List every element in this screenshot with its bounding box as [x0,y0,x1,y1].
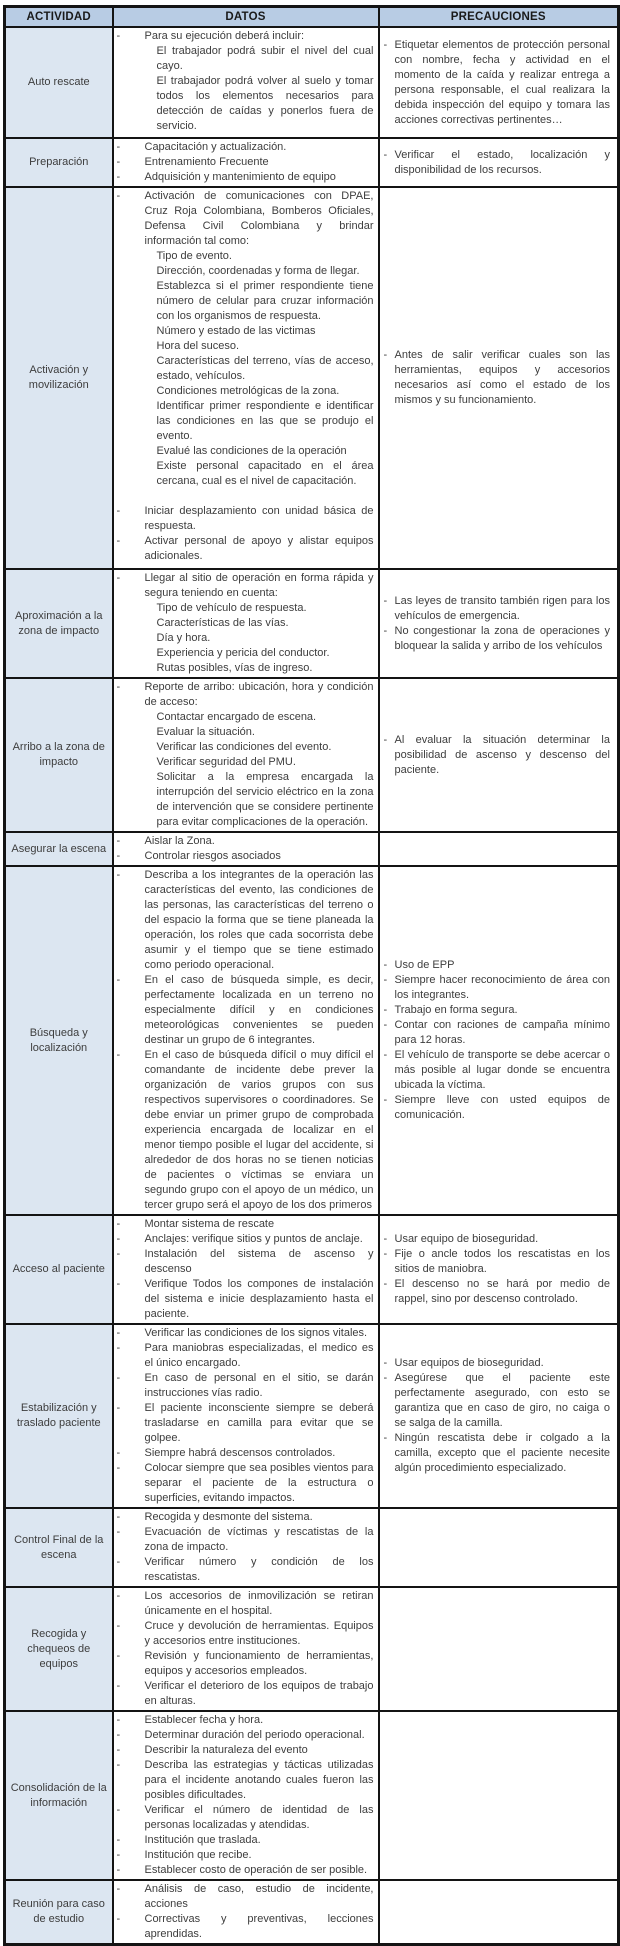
datos-item [114,1713,376,1728]
bullet-dash-icon: - [116,171,121,183]
bullet-dash-icon: - [116,1462,121,1474]
datos-item [380,1431,615,1476]
item-text: Verificar las condiciones del evento. [156,741,332,753]
table-row [5,678,619,832]
item-text: El descenso no se hará por medio de rappel, sino por descenso controlado. [394,1278,610,1305]
activity-label: Reunión para caso de estudio [12,1898,105,1925]
table-row [5,1711,619,1880]
bullet-dash-icon: - [116,1883,121,1895]
datos-item [114,1326,376,1341]
table-row [5,1324,619,1508]
datos-item [114,1341,376,1371]
datos-item [114,504,376,534]
item-text: Reporte de arribo: ubicación, hora y condición de acceso: [144,681,374,708]
datos-cell [113,1324,379,1508]
bullet-dash-icon: - [116,535,121,547]
datos-cell [113,1508,379,1587]
item-text: Institución que recibe. [144,1849,252,1861]
datos-item [114,1217,376,1232]
item-text: Verifique Todos los compones de instalación del sistema e inicie desplazamiento hasta el paciente. [144,1278,374,1320]
table-row [5,569,619,678]
datos-item [114,534,376,564]
item-text: Siempre hacer reconocimiento de área con los integrantes. [394,974,610,1001]
item-text: Verificar el deterioro de los equipos de trabajo en alturas. [144,1680,374,1707]
item-text: Establecer fecha y hora. [144,1714,264,1726]
datos-item [114,973,376,1048]
bullet-dash-icon: - [116,1049,121,1061]
item-text: No congestionar la zona de operaciones y bloquear la salida y arribo de los vehículos [394,624,610,652]
activity-label: Control Final de la escena [14,1533,104,1561]
bullet-dash-icon: - [383,1372,388,1384]
item-text: En el caso de búsqueda difícil o muy difícil el comandante de incidente debe prever la organización de varios grupos con sus respectivos supervisores o coordinadores. Se debe enviar un primer grupo de comprobada experiencia encargada de localizar en el menor tiempo posible el lugar del accidente, si alrededor de dos horas no se tienen noticias de pacientes o víctimas se enviara un segundo grupo con el apoyo de un médico, un tercer grupo será el apoyo de los dos primeros [144,1049,374,1211]
item-text: Adquisición y mantenimiento de equipo [144,171,336,183]
item-text: Anclajes: verifique sitios y puntos de anclaje. [144,1233,363,1245]
bullet-dash-icon: - [116,505,121,517]
datos-item [380,348,615,408]
datos-item [114,755,376,770]
item-text: Las leyes de transito también rigen para los vehículos de emergencia. [394,594,610,622]
datos-item [380,1048,615,1093]
datos-item [380,973,615,1003]
item-text: Los accesorios de inmovilización se retiran únicamente en el hospital. [144,1590,374,1617]
item-text: Establecer costo de operación de ser posible. [144,1864,368,1876]
datos-item [114,1803,376,1833]
item-text: Cruce y devolución de herramientas. Equipos y accesorios entre instituciones. [144,1620,374,1647]
activity-cell [5,1324,113,1508]
item-text: Siempre lleve con usted equipos de comunicación. [394,1094,610,1121]
datos-item [114,868,376,973]
bullet-dash-icon: - [116,1372,121,1384]
bullet-dash-icon: - [383,1248,388,1260]
datos-item [380,733,615,778]
paragraph-spacer [114,489,376,504]
item-text: Solicitar a la empresa encargada la interrupción del servicio eléctrico en la zona de intervención que se considere pertinente para evitar complicaciones de la operación. [156,771,374,828]
datos-item [114,1728,376,1743]
bullet-dash-icon: - [116,1342,121,1354]
datos-item [114,1882,376,1912]
table-row [5,1587,619,1711]
item-text: Para su ejecución deberá incluir: [144,30,305,42]
bullet-dash-icon: - [116,141,121,153]
bullet-dash-icon: - [116,1590,121,1602]
datos-item [114,1232,376,1247]
item-text: Condiciones metrológicas de la zona. [156,385,340,397]
bullet-dash-icon: - [383,1233,388,1245]
precauciones-cell [379,678,619,832]
bullet-dash-icon: - [383,1357,388,1369]
item-text: Montar sistema de rescate [144,1218,275,1230]
datos-item [114,384,376,399]
datos-item [114,740,376,755]
activity-label: Arribo a la zona de impacto [12,741,105,768]
item-text: Controlar riesgos asociados [144,850,281,862]
datos-item [114,324,376,339]
bullet-dash-icon: - [116,1729,121,1741]
datos-cell [113,1711,379,1880]
bullet-dash-icon: - [116,1804,121,1816]
item-text: Dirección, coordenadas y forma de llegar. [156,265,360,277]
datos-item [114,725,376,740]
datos-item [380,148,615,178]
table-row [5,1508,619,1587]
bullet-dash-icon: - [116,835,121,847]
table-row [5,832,619,866]
item-text: Colocar siempre que sea posibles vientos para separar el paciente de la estructura o superficies, evitando impactos. [144,1462,374,1504]
datos-item [114,1649,376,1679]
item-text: El vehículo de transporte se debe acercar o más posible al lugar donde se encuentra ubicada la víctima. [394,1049,610,1091]
bullet-dash-icon: - [383,974,388,986]
bullet-dash-icon: - [116,1233,121,1245]
bullet-dash-icon: - [116,190,121,202]
item-text: Evaluar la situación. [156,726,255,738]
precauciones-cell [379,1508,619,1587]
item-text: Describir la naturaleza del evento [144,1744,308,1756]
bullet-dash-icon: - [116,974,121,986]
datos-item [114,631,376,646]
item-text: Ningún rescatista debe ir colgado a la camilla, excepto que el paciente necesite algún procedimiento especializado. [394,1432,610,1474]
precauciones-cell [379,866,619,1215]
datos-cell [113,866,379,1215]
item-text: Características de las vías. [156,617,289,629]
bullet-dash-icon: - [383,1094,388,1106]
item-text: Describa a los integrantes de la operación las características del evento, las condiciones de las personas, las características del terreno o del espacio la forma que se tiene planeada la operación, los roles que cada socorrista debe asumir y el tiempo que se tiene estimado como periodo operacional. [144,869,374,971]
datos-item [114,1371,376,1401]
item-text: Tipo de evento. [156,250,232,262]
item-text: Determinar duración del periodo operacional. [144,1729,365,1741]
item-text: Uso de EPP [394,959,455,971]
item-text: Para maniobras especializadas, el medico es el único encargado. [144,1342,374,1369]
datos-item [114,1833,376,1848]
item-text: El trabajador podrá subir el nivel del cual cayo. [156,45,374,72]
precauciones-cell [379,138,619,187]
item-text: Activación de comunicaciones con DPAE, Cruz Roja Colombiana, Bomberos Oficiales, Defensa Civil Colombiana y brindar información tal como: [144,190,374,247]
datos-item [380,38,615,128]
datos-item [114,1277,376,1322]
datos-item [114,264,376,279]
bullet-dash-icon: - [116,1402,121,1414]
bullet-dash-icon: - [116,1864,121,1876]
datos-item [380,958,615,973]
datos-item [114,170,376,185]
bullet-dash-icon: - [383,148,388,161]
item-text: Verificar número y condición de los rescatistas. [144,1556,374,1583]
bullet-dash-icon: - [116,1650,121,1662]
activity-label: Auto rescate [27,76,90,88]
item-text: Evalué las condiciones de la operación [156,445,347,457]
item-text: Evacuación de víctimas y rescatistas de la zona de impacto. [144,1526,374,1553]
bullet-dash-icon: - [116,572,121,584]
bullet-dash-icon: - [383,594,388,607]
header-precauciones: PRECAUCIONES [379,7,619,28]
datos-item [114,1247,376,1277]
activity-cell [5,678,113,832]
item-text: Etiquetar elementos de protección personal con nombre, fecha y actividad en el momento de la caída y realizar entrega a persona responsable, el cual realizara la debida inspección del equipo y tomara las acciones correctivas pertinentes… [394,38,610,126]
item-text: Iniciar desplazamiento con unidad básica de respuesta. [144,505,374,532]
item-text: Tipo de vehículo de respuesta. [156,602,307,614]
table-row [5,1880,619,1945]
bullet-dash-icon: - [383,38,388,51]
bullet-dash-icon: - [383,349,388,361]
bullet-dash-icon: - [116,681,121,693]
table-row [5,27,619,138]
datos-item [380,594,615,624]
datos-cell [113,138,379,187]
bullet-dash-icon: - [116,1834,121,1846]
datos-cell [113,1587,379,1711]
item-text: Activar personal de apoyo y alistar equipos adicionales. [144,535,374,562]
datos-item [114,571,376,601]
item-text: Experiencia y pericia del conductor. [156,647,330,659]
bullet-dash-icon: - [116,1248,121,1260]
item-text: Usar equipos de bioseguridad. [394,1357,544,1369]
datos-item [114,1912,376,1942]
item-text: Fije o ancle todos los rescatistas en los sitios de maniobra. [394,1248,610,1275]
precauciones-cell [379,1711,619,1880]
datos-item [114,1679,376,1709]
datos-item [380,1371,615,1431]
datos-cell [113,1215,379,1324]
datos-item [114,661,376,676]
procedure-table [3,5,620,1946]
activity-cell [5,832,113,866]
bullet-dash-icon: - [116,869,121,881]
datos-item [114,849,376,864]
precauciones-cell [379,1880,619,1945]
datos-cell [113,569,379,678]
datos-item [114,354,376,384]
item-text: Instalación del sistema de ascenso y descenso [144,1248,374,1275]
datos-item [114,1863,376,1878]
activity-label: Preparación [29,156,89,168]
activity-cell [5,27,113,138]
activity-cell [5,187,113,569]
activity-cell [5,1508,113,1587]
item-text: Existe personal capacitado en el área cercana, cual es el nivel de capacitación. [156,460,374,487]
datos-cell [113,1880,379,1945]
bullet-dash-icon: - [116,1913,121,1925]
bullet-dash-icon: - [116,1680,121,1692]
precauciones-cell [379,187,619,569]
datos-item [114,680,376,710]
precauciones-cell [379,1215,619,1324]
item-text: Llegar al sitio de operación en forma rápida y segura teniendo en cuenta: [144,572,374,599]
bullet-dash-icon: - [383,1019,388,1031]
item-text: Describa las estrategias y tácticas utilizadas para el incidente anotando cuales fueron las posibles dificultades. [144,1759,374,1801]
activity-label: Consolidación de la información [10,1781,107,1809]
datos-item [380,1003,615,1018]
item-text: En el caso de búsqueda simple, es decir, perfectamente localizada en un terreno no especialmente difícil y en condiciones meteorológicas convenientes se pueden destinar un grupo de 6 integrantes. [144,974,374,1046]
datos-item [380,1356,615,1371]
bullet-dash-icon: - [116,1556,121,1568]
bullet-dash-icon: - [116,1759,121,1771]
table-body [5,27,619,1945]
item-text: Número y estado de las victimas [156,325,316,337]
datos-item [380,624,615,654]
datos-item [114,1743,376,1758]
bullet-dash-icon: - [383,1004,388,1016]
item-text: En caso de personal en el sitio, se darán instrucciones vías radio. [144,1372,374,1399]
item-text: Aislar la Zona. [144,835,215,847]
activity-label: Estabilización y traslado paciente [16,1402,101,1429]
item-text: Establezca si el primer respondiente tiene número de celular para cruzar información con los organismos de respuesta. [156,280,374,322]
item-text: Antes de salir verificar cuales son las herramientas, equipos y accesorios necesarios así como el estado de los mismos y su funcionamiento. [394,349,610,406]
bullet-dash-icon: - [116,1620,121,1632]
datos-item [114,710,376,725]
datos-item [114,646,376,661]
datos-item [114,1758,376,1803]
item-text: Hora del suceso. [156,340,240,352]
datos-item [380,1018,615,1048]
activity-label: Recogida y chequeos de equipos [27,1627,91,1670]
bullet-dash-icon: - [116,1218,121,1230]
datos-item [114,1461,376,1506]
item-text: Día y hora. [156,632,211,644]
datos-item [114,155,376,170]
precauciones-cell [379,27,619,138]
item-text: Usar equipo de bioseguridad. [394,1233,539,1245]
datos-cell [113,678,379,832]
datos-item [114,459,376,489]
datos-item [114,44,376,74]
item-text: Capacitación y actualización. [144,141,287,153]
datos-cell [113,27,379,138]
bullet-dash-icon: - [116,1744,121,1756]
item-text: Al evaluar la situación determinar la posibilidad de ascenso y descenso del paciente. [394,733,610,776]
activity-cell [5,1587,113,1711]
item-text: El trabajador podrá volver al suelo y tomar todos los elementos necesarios para detección de caídas y ponerlos fuera de servicio. [156,75,374,132]
activity-cell [5,138,113,187]
bullet-dash-icon: - [116,30,121,42]
item-text: Siempre habrá descensos controlados. [144,1447,336,1459]
datos-item [114,1446,376,1461]
datos-item [114,1401,376,1446]
bullet-dash-icon: - [116,1447,121,1459]
bullet-dash-icon: - [383,1432,388,1444]
header-row [5,7,619,28]
datos-item [114,1589,376,1619]
precauciones-cell [379,1587,619,1711]
bullet-dash-icon: - [383,624,388,637]
datos-item [114,834,376,849]
activity-cell [5,1711,113,1880]
item-text: Contactar encargado de escena. [156,711,317,723]
datos-item [380,1232,615,1247]
activity-cell [5,1880,113,1945]
datos-item [114,1848,376,1863]
item-text: Verificar el estado, localización y disponibilidad de los recursos. [394,148,610,176]
datos-item [114,339,376,354]
datos-item [114,74,376,134]
item-text: Entrenamiento Frecuente [144,156,269,168]
datos-item [114,1525,376,1555]
bullet-dash-icon: - [116,1849,121,1861]
precauciones-cell [379,569,619,678]
datos-item [114,1555,376,1585]
bullet-dash-icon: - [116,850,121,862]
item-text: Asegúrese que el paciente este perfectamente asegurado, con esto se garantiza que en caso de giro, no caiga o se salga de la camilla. [394,1372,610,1429]
bullet-dash-icon: - [116,1278,121,1290]
activity-label: Acceso al paciente [12,1263,105,1275]
item-text: Recogida y desmonte del sistema. [144,1511,313,1523]
datos-item [380,1093,615,1123]
header-datos: DATOS [113,7,379,28]
datos-item [114,189,376,249]
datos-cell [113,187,379,569]
datos-item [114,279,376,324]
bullet-dash-icon: - [116,1327,121,1339]
item-text: Institución que traslada. [144,1834,261,1846]
activity-label: Activación y movilización [28,364,89,391]
datos-item [114,601,376,616]
datos-item [114,770,376,830]
datos-item [114,29,376,44]
bullet-dash-icon: - [383,1278,388,1290]
bullet-dash-icon: - [383,959,388,971]
datos-item [114,444,376,459]
item-text: Verificar las condiciones de los signos vitales. [144,1327,368,1339]
precauciones-cell [379,832,619,866]
bullet-dash-icon: - [116,156,121,168]
item-text: El paciente inconsciente siempre se deberá trasladarse en camilla para evitar que se golpee. [144,1402,374,1444]
datos-item [114,1510,376,1525]
datos-item [114,1048,376,1213]
item-text: Análisis de caso, estudio de incidente, acciones [144,1883,374,1910]
item-text: Verificar seguridad del PMU. [156,756,296,768]
datos-item [114,140,376,155]
table-row [5,138,619,187]
datos-item [114,616,376,631]
activity-label: Búsqueda y localización [29,1026,88,1054]
datos-cell [113,832,379,866]
datos-item [114,249,376,264]
datos-item [380,1277,615,1307]
item-text: Características del terreno, vías de acceso, estado, vehículos. [156,355,374,382]
item-text: Identificar primer respondiente e identificar las condiciones en las que se produjo el evento. [156,400,374,442]
activity-label: Asegurar la escena [11,842,107,855]
item-text: Correctivas y preventivas, lecciones aprendidas. [144,1913,374,1940]
activity-cell [5,569,113,678]
activity-cell [5,1215,113,1324]
activity-label: Aproximación a la zona de impacto [15,609,103,637]
table-row [5,187,619,569]
bullet-dash-icon: - [383,733,388,746]
datos-item [380,1247,615,1277]
item-text: Trabajo en forma segura. [394,1004,518,1016]
bullet-dash-icon: - [383,1049,388,1061]
datos-item [114,399,376,444]
bullet-dash-icon: - [116,1511,121,1523]
table-row [5,1215,619,1324]
item-text: Rutas posibles, vías de ingreso. [156,662,313,674]
datos-item [114,1619,376,1649]
bullet-dash-icon: - [116,1714,121,1726]
bullet-dash-icon: - [116,1526,121,1538]
item-text: Contar con raciones de campaña mínimo para 12 horas. [394,1019,610,1046]
precauciones-cell [379,1324,619,1508]
activity-cell [5,866,113,1215]
header-actividad: ACTIVIDAD [5,7,113,28]
item-text: Revisión y funcionamiento de herramientas, equipos y accesorios empleados. [144,1650,374,1677]
table-row [5,866,619,1215]
item-text: Verificar el número de identidad de las personas localizadas y atendidas. [144,1804,374,1831]
